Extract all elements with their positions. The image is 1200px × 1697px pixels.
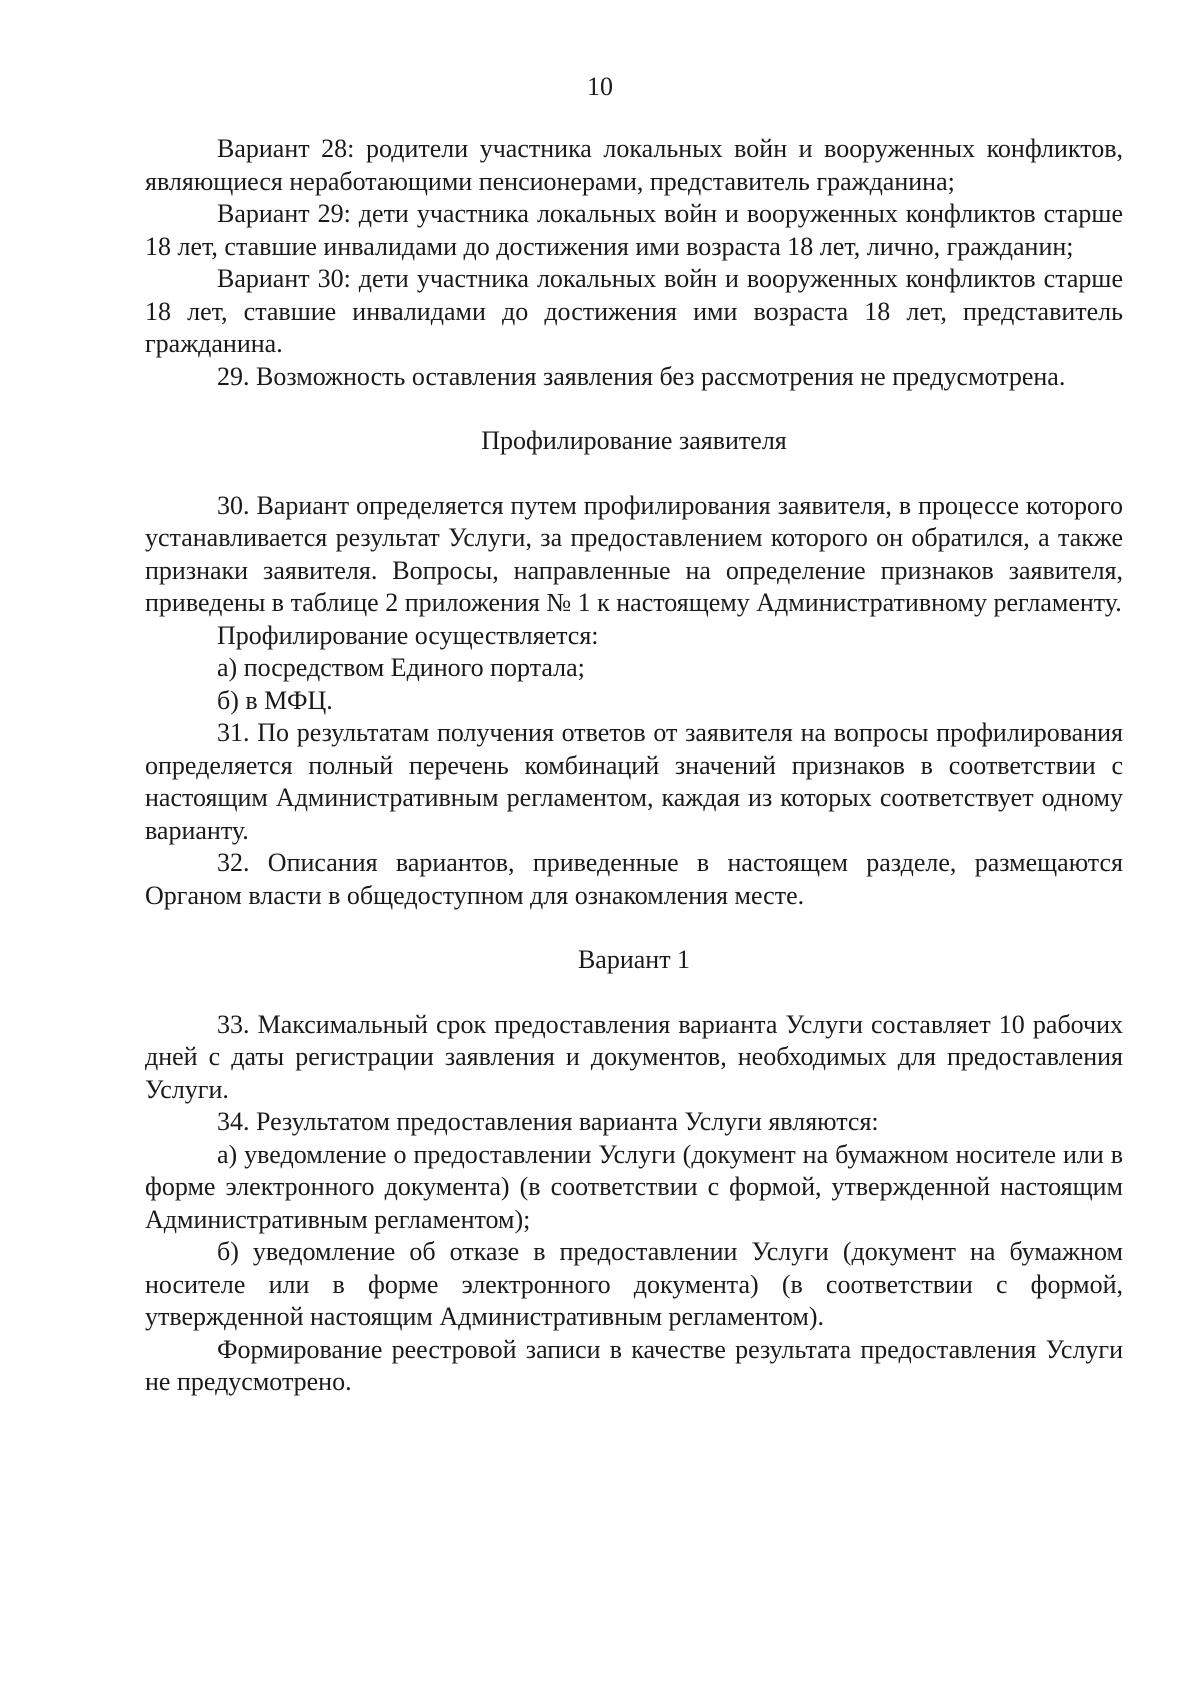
paragraph-variant-30: Вариант 30: дети участника локальных войн и вооруженных конфликтов старше 18 лет, ставшие инвалидами до достижения ими возраста 18 лет, представитель гражданина. (145, 264, 1123, 358)
paragraph-33: 33. Максимальный срок предоставления варианта Услуги составляет 10 рабочих дней с даты регистрации заявления и документов, необходимых для предоставления Услуги. (145, 1009, 1123, 1104)
paragraph-profiling-intro: Профилирование осуществляется: (217, 620, 599, 650)
paragraph-31: 31. По результатам получения ответов от заявителя на вопросы профилирования определяется полный перечень комбинаций значений признаков в соответствии с настоящим Административным регламентом, каждая из которых соответствует одному варианту. (145, 718, 1123, 845)
paragraph-profiling-a: а) посредством Единого портала; (217, 653, 585, 682)
paragraph-34: 34. Результатом предоставления варианта Услуги являются: (217, 1107, 879, 1136)
paragraph-32: 32. Описания вариантов, приведенные в настоящем разделе, размещаются Органом власти в общедоступном для ознакомления месте. (145, 848, 1123, 910)
paragraph-34-b: б) уведомление об отказе в предоставлении Услуги (документ на бумажном носителе или в форме электронного документа) (в соответствии с формой, утвержденной настоящим Административным регламентом). (145, 1237, 1123, 1331)
document-body (145, 133, 1123, 1399)
paragraph-registry-note: Формирование реестровой записи в качестве результата предоставления Услуги не предусмотрено. (145, 1334, 1123, 1396)
paragraph-profiling-b: б) в МФЦ. (217, 685, 333, 715)
heading-profiling: Профилирование заявителя (481, 426, 787, 455)
page-number: 10 (587, 72, 613, 101)
paragraph-30: 30. Вариант определяется путем профилирования заявителя, в процессе которого устанавливается результат Услуги, за предоставлением которого он обратился, а также признаки заявителя. Вопросы, направленные на определение признаков заявителя, приведены в таблице 2 приложения № 1 к настоящему Административному регламенту. (145, 490, 1123, 617)
paragraph-variant-28: Вариант 28: родители участника локальных войн и вооруженных конфликтов, являющиеся неработающими пенсионерами, представитель гражданина; (145, 134, 1123, 196)
paragraph-34-a: а) уведомление о предоставлении Услуги (документ на бумажном носителе или в форме электронного документа) (в соответствии с формой, утвержденной настоящим Административным регламентом); (145, 1139, 1123, 1234)
paragraph-variant-29: Вариант 29: дети участника локальных войн и вооруженных конфликтов старше 18 лет, ставшие инвалидами до достижения ими возраста 18 лет, лично, гражданин; (145, 199, 1123, 261)
paragraph-29: 29. Возможность оставления заявления без рассмотрения не предусмотрена. (217, 361, 1066, 391)
heading-variant-1: Вариант 1 (577, 945, 691, 974)
